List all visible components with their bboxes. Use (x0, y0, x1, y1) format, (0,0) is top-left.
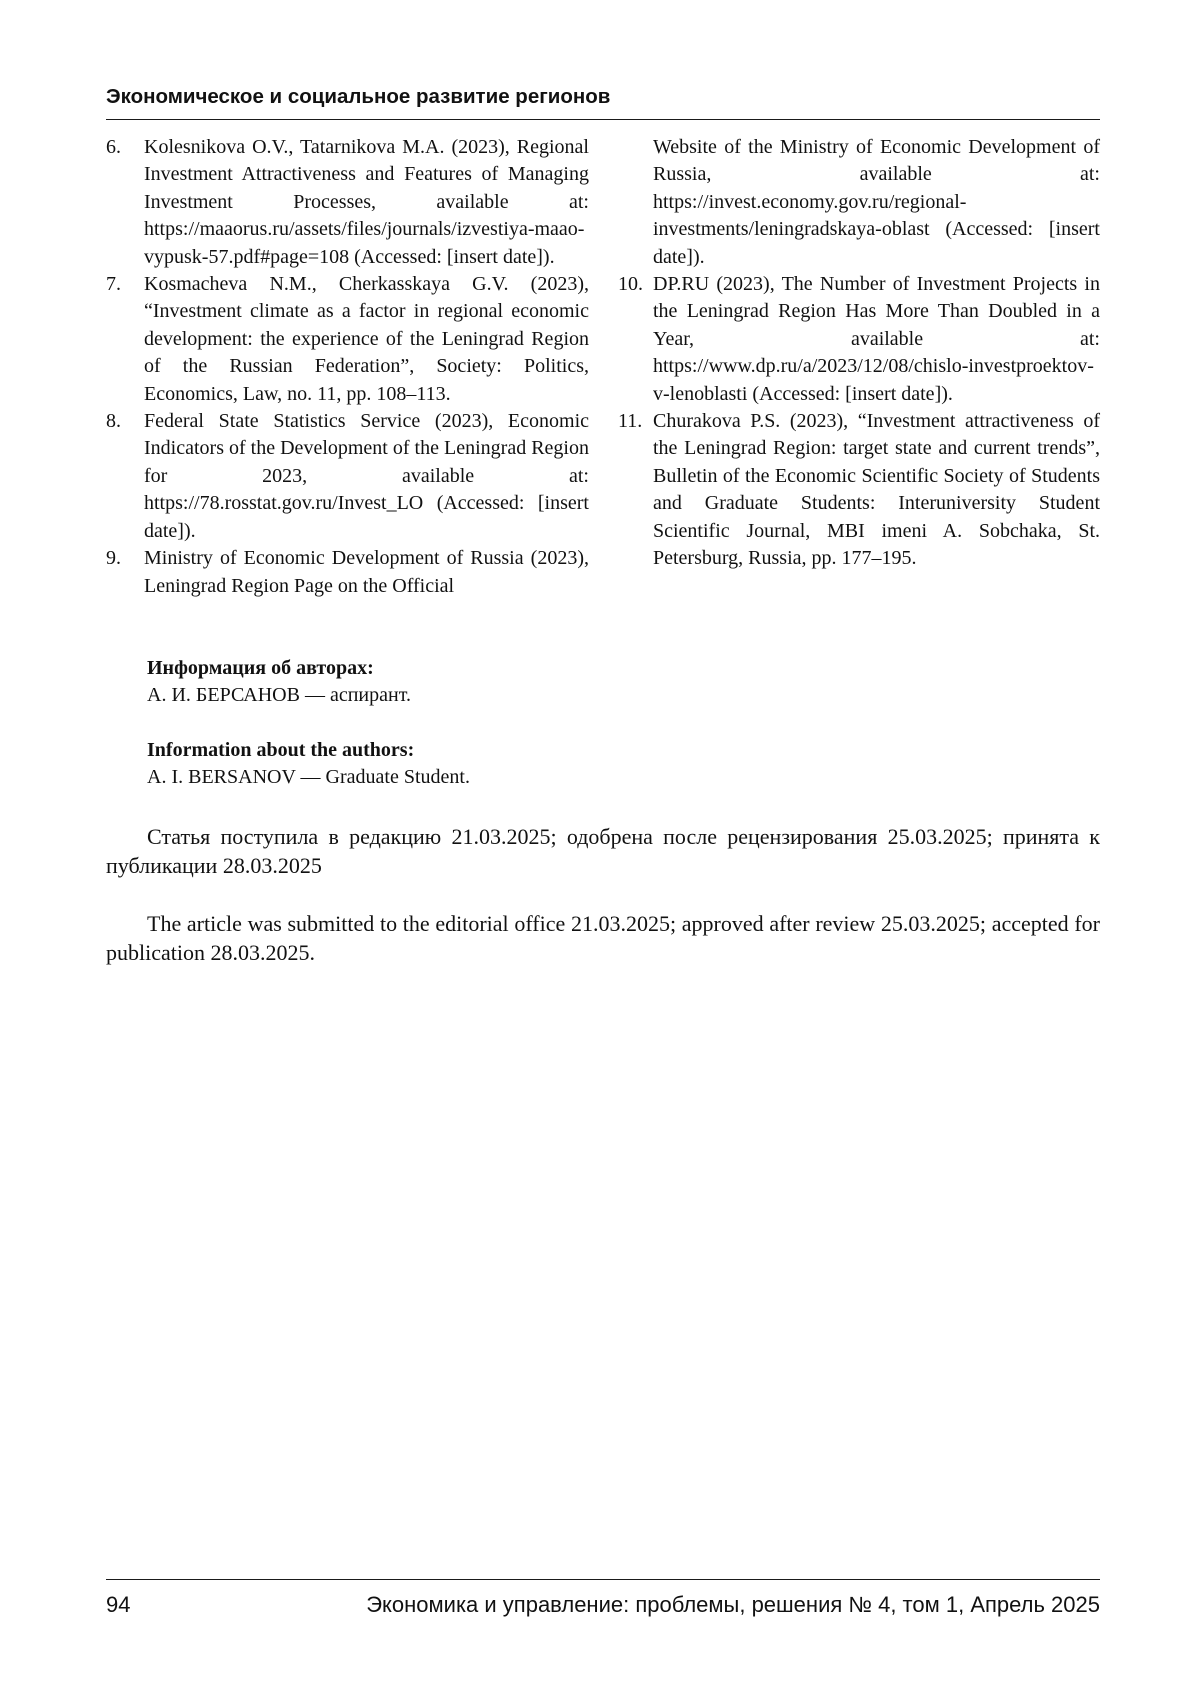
running-header: Экономическое и социальное развитие регионов (106, 83, 1100, 120)
reference-text: Kolesnikova O.V., Tatarnikova M.A. (2023), Regional Investment Attractiveness and Features of Managing Investment Processes, available at: https://maaorus.ru/assets/files/journals/izvestiya-maao-vypusk-57.pdf#page=108 (Accessed: [insert date]). (144, 136, 589, 268)
reference-item (106, 408, 589, 545)
reference-number: 7. (106, 273, 121, 296)
author-info-text-ru: А. И. БЕРСАНОВ — аспирант. (147, 684, 411, 707)
footer-divider (106, 1579, 1100, 1580)
reference-number: 11. (618, 410, 643, 433)
reference-continuation (618, 134, 1100, 271)
reference-list (106, 134, 1100, 654)
reference-number: 6. (106, 136, 121, 158)
reference-item (106, 134, 589, 271)
reference-item (618, 408, 1100, 572)
reference-number: 8. (106, 410, 121, 433)
article-history-ru: Статья поступила в редакцию 21.03.2025; одобрена после рецензирования 25.03.2025; принята к публикации 28.03.2025 (106, 824, 1100, 878)
page-footer (106, 1589, 1100, 1621)
author-info-en (147, 737, 747, 792)
reference-column-right (618, 134, 1100, 573)
reference-text: Kosmacheva N.M., Cherkasskaya G.V. (2023), “Investment climate as a factor in regional economic development: the experience of the Leningrad Region of the Russian Federation”, Society: Politics, Economics, Law, no. 11, pp. 108–113. (144, 273, 589, 405)
article-history (106, 822, 1100, 996)
article-history-en: The article was submitted to the editorial office 21.03.2025; approved after review 25.03.2025; accepted for publication 28.03.2025. (106, 911, 1100, 965)
reference-number: 9. (106, 547, 121, 570)
reference-item (106, 545, 589, 600)
page-number: 94 (106, 1592, 131, 1617)
reference-text: Federal State Statistics Service (2023), Economic Indicators of the Development of the Leningrad Region for 2023, available at: https://78.rosstat.gov.ru/Invest_LO (Accessed: [insert date]). (144, 410, 589, 542)
reference-column-left (106, 134, 589, 600)
reference-text: Ministry of Economic Development of Russia (2023), Leningrad Region Page on the Official (144, 547, 589, 597)
reference-text: Website of the Ministry of Economic Development of Russia, available at: https://invest.economy.gov.ru/regional-investments/leningradskaya-oblast (Accessed: [insert date]). (653, 136, 1100, 268)
reference-number: 10. (618, 273, 643, 296)
author-info-heading-ru: Информация об авторах: (147, 657, 374, 679)
reference-text: DP.RU (2023), The Number of Investment Projects in the Leningrad Region Has More Than Doubled in a Year, available at: https://www.dp.ru/a/2023/12/08/chislo-investproektov-v-lenoblasti (Accessed: [insert date]). (653, 273, 1100, 405)
reference-item (618, 271, 1100, 408)
reference-text: Churakova P.S. (2023), “Investment attractiveness of the Leningrad Region: target state and current trends”, Bulletin of the Economic Scientific Society of Students and Graduate Students: Interuniversity Student Scientific Journal, MBI imeni A. Sobchaka, St. Petersburg, Russia, pp. 177–195. (653, 410, 1100, 570)
reference-item (106, 271, 589, 408)
journal-title: Экономика и управление: проблемы, решения № 4, том 1, Апрель 2025 (366, 1592, 1100, 1617)
author-info-ru (147, 655, 747, 710)
author-info-heading-en: Information about the authors: (147, 738, 415, 761)
author-info-text-en: A. I. BERSANOV — Graduate Student. (147, 766, 470, 789)
author-information (147, 655, 747, 819)
